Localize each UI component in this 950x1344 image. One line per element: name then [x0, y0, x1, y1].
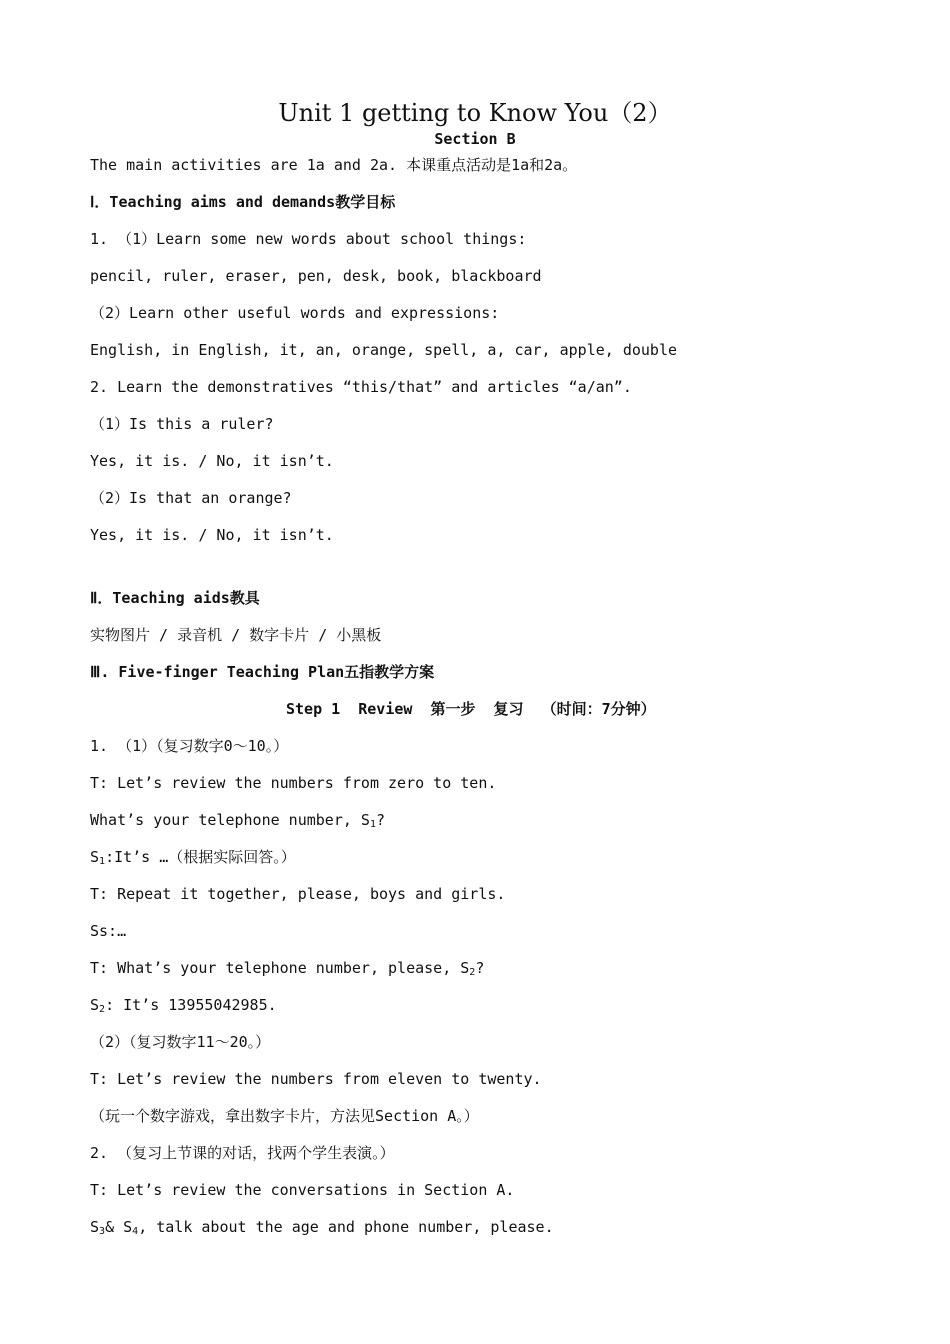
paragraph: 1. （1）Learn some new words about school things: [90, 230, 527, 248]
paragraph: $S_1:It’s$ …（根据实际回答。） [90, 848, 296, 867]
paragraph: T: Repeat it together, please, boys and girls. [90, 885, 506, 903]
paragraph: T: What’s your telephone number, please, $S_2$? [90, 959, 485, 978]
paragraph: 2. （复习上节课的对话，找两个学生表演。） [90, 1144, 395, 1162]
section-heading-aids: Ⅱ．Teaching aids教具 [90, 589, 260, 607]
paragraph: English, in English, it, an, orange, spell, a, car, apple, double [90, 341, 677, 359]
page-title: Unit 1 getting to Know You（2） [278, 99, 672, 127]
paragraph: （2）（复习数字11～20。） [90, 1033, 271, 1051]
step-heading: Step 1 Review 第一步 复习 （时间：7分钟） [286, 700, 656, 718]
paragraph: T: Let’s review the conversations in Section A. [90, 1181, 515, 1199]
paragraph: Yes, it is. / No, it isn’t. [90, 452, 334, 470]
paragraph: $S_3\&$ $S_4$, talk about the age and phone number, please. [90, 1218, 554, 1237]
paragraph: （2）Learn other useful words and expressions: [90, 304, 500, 322]
paragraph: Ss:… [90, 922, 127, 940]
paragraph: （1）Is this a ruler? [90, 415, 274, 433]
paragraph: T: Let’s review the numbers from zero to ten. [90, 774, 497, 792]
paragraph: pencil, ruler, eraser, pen, desk, book, blackboard [90, 267, 542, 285]
section-heading-aims: Ⅰ．Teaching aims and demands教学目标 [90, 193, 396, 211]
paragraph: 实物图片 / 录音机 / 数字卡片 / 小黑板 [90, 626, 382, 644]
section-subtitle: Section B [434, 130, 516, 148]
paragraph: 2. Learn the demonstratives “this/that” and articles “a/an”. [90, 378, 632, 396]
paragraph: （2）Is that an orange? [90, 489, 292, 507]
paragraph: 1. （1）（复习数字0～10。） [90, 737, 289, 755]
paragraph: What’s your telephone number, $S_1$? [90, 811, 386, 830]
paragraph: Yes, it is. / No, it isn’t. [90, 526, 334, 544]
intro-text: The main activities are 1a and 2a. 本课重点活动是1a和2a。 [90, 156, 578, 174]
paragraph: T: Let’s review the numbers from eleven to twenty. [90, 1070, 542, 1088]
section-heading-plan: Ⅲ. Five-finger Teaching Plan五指教学方案 [90, 663, 435, 681]
paragraph: （玩一个数字游戏，拿出数字卡片，方法见Section A。） [90, 1107, 479, 1125]
paragraph: $S_2$: It’s 13955042985. [90, 996, 277, 1015]
